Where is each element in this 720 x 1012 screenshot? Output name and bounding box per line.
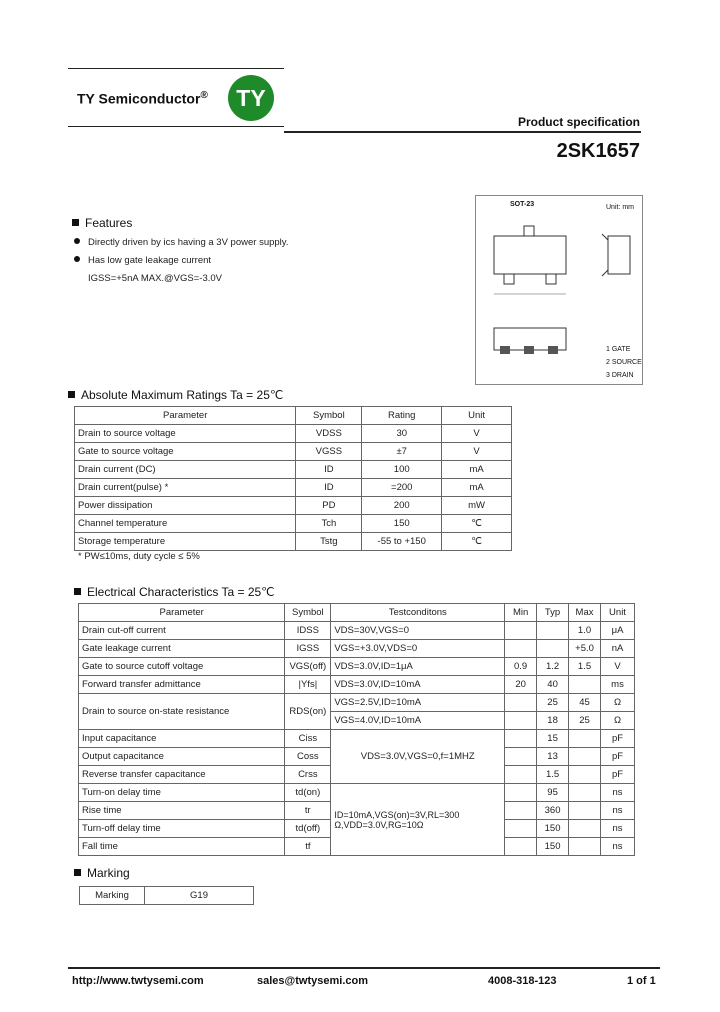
elec-cell	[537, 640, 569, 658]
elec-cell: Fall time	[79, 838, 285, 856]
pin-3-label: 3 DRAIN	[606, 372, 634, 379]
abs-max-cell: ±7	[362, 443, 442, 461]
elec-cell: Ω	[601, 694, 635, 712]
elec-cell: 13	[537, 748, 569, 766]
elec-cell	[505, 766, 537, 784]
abs-max-cell: ℃	[442, 533, 512, 551]
table-row	[79, 730, 635, 748]
header-thick-rule	[284, 131, 641, 133]
elec-cell	[505, 730, 537, 748]
elec-cell: pF	[601, 766, 635, 784]
abs-max-cell: Channel temperature	[75, 515, 296, 533]
elec-cell: VGS=+3.0V,VDS=0	[331, 640, 505, 658]
elec-cell: 18	[537, 712, 569, 730]
table-row	[79, 784, 635, 802]
elec-cell: VDS=30V,VGS=0	[331, 622, 505, 640]
abs-max-cell: ID	[296, 461, 362, 479]
elec-cell: td(on)	[285, 784, 331, 802]
abs-max-cell: Drain to source voltage	[75, 425, 296, 443]
elec-cell	[505, 784, 537, 802]
elec-cell: ns	[601, 838, 635, 856]
dot-bullet-icon	[74, 238, 80, 244]
abs-max-table	[74, 406, 512, 551]
company-logo: TY	[228, 75, 274, 121]
elec-cell: 150	[537, 838, 569, 856]
elec-header-cell: Max	[569, 604, 601, 622]
elec-cell: 45	[569, 694, 601, 712]
elec-cell: ns	[601, 784, 635, 802]
product-spec-label: Product specification	[517, 115, 640, 129]
abs-max-cell: VGSS	[296, 443, 362, 461]
elec-cell: Drain cut-off current	[79, 622, 285, 640]
elec-cell: 25	[569, 712, 601, 730]
elec-title: Electrical Characteristics Ta = 25℃	[74, 585, 275, 599]
abs-max-cell: Drain current (DC)	[75, 461, 296, 479]
elec-cell: pF	[601, 748, 635, 766]
elec-cell: 95	[537, 784, 569, 802]
elec-cell: Ciss	[285, 730, 331, 748]
elec-cell: Turn-off delay time	[79, 820, 285, 838]
elec-cell: Output capacitance	[79, 748, 285, 766]
elec-cell: ms	[601, 676, 635, 694]
elec-header-cell: Testconditons	[331, 604, 505, 622]
header-top-rule	[68, 68, 284, 69]
square-bullet-icon	[74, 588, 81, 595]
elec-header-cell: Min	[505, 604, 537, 622]
elec-cell: μA	[601, 622, 635, 640]
footer-rule	[68, 967, 660, 969]
square-bullet-icon	[68, 391, 75, 398]
company-name: TY Semiconductor®	[77, 90, 208, 107]
abs-max-header-cell: Symbol	[296, 407, 362, 425]
elec-cell: V	[601, 658, 635, 676]
elec-cell	[569, 784, 601, 802]
elec-cell	[569, 730, 601, 748]
elec-cell: Gate to source cutoff voltage	[79, 658, 285, 676]
elec-cell: Coss	[285, 748, 331, 766]
table-row	[75, 461, 512, 479]
abs-max-cell: Power dissipation	[75, 497, 296, 515]
abs-max-cell: ID	[296, 479, 362, 497]
elec-cell: ns	[601, 802, 635, 820]
abs-max-cell: PD	[296, 497, 362, 515]
abs-max-cell: 100	[362, 461, 442, 479]
abs-max-cell: Tstg	[296, 533, 362, 551]
elec-cell	[569, 676, 601, 694]
elec-cell: 150	[537, 820, 569, 838]
feature-item: Directly driven by ics having a 3V power supply.	[74, 237, 288, 248]
elec-cell: Gate leakage current	[79, 640, 285, 658]
elec-cell	[505, 622, 537, 640]
cond-line: ID=10mA,VGS(on)=3V,RL=300	[334, 809, 460, 820]
sot23-outline	[476, 196, 642, 384]
elec-cell	[569, 748, 601, 766]
elec-cell: Rise time	[79, 802, 285, 820]
footer-email[interactable]: sales@twtysemi.com	[257, 975, 368, 987]
square-bullet-icon	[72, 219, 79, 226]
elec-cell: VDS=3.0V,VGS=0,f=1MHZ	[331, 730, 505, 784]
table-row	[79, 658, 635, 676]
marking-title: Marking	[74, 866, 130, 880]
abs-max-cell: =200	[362, 479, 442, 497]
elec-cell: tf	[285, 838, 331, 856]
abs-max-note: * PW≤10ms, duty cycle ≤ 5%	[78, 551, 200, 562]
abs-max-cell: mA	[442, 461, 512, 479]
elec-cell	[569, 820, 601, 838]
abs-max-cell: V	[442, 425, 512, 443]
elec-cell: 360	[537, 802, 569, 820]
elec-cell: Ω	[601, 712, 635, 730]
elec-cell: 15	[537, 730, 569, 748]
abs-max-header-cell: Rating	[362, 407, 442, 425]
elec-cell: ns	[601, 820, 635, 838]
header-bottom-rule	[68, 126, 284, 127]
elec-table	[78, 603, 635, 856]
elec-cell: 25	[537, 694, 569, 712]
marking-value: G19	[145, 887, 254, 905]
table-row	[75, 479, 512, 497]
elec-cell: td(off)	[285, 820, 331, 838]
elec-cell: 20	[505, 676, 537, 694]
elec-cell: nA	[601, 640, 635, 658]
elec-header-cell: Unit	[601, 604, 635, 622]
elec-cell	[505, 838, 537, 856]
elec-cell	[569, 766, 601, 784]
elec-cell: 1.2	[537, 658, 569, 676]
elec-header-cell: Typ	[537, 604, 569, 622]
package-drawing	[475, 195, 643, 385]
elec-cell: IGSS	[285, 640, 331, 658]
elec-cell: Reverse transfer capacitance	[79, 766, 285, 784]
elec-cell: 1.5	[569, 658, 601, 676]
abs-max-header-cell: Parameter	[75, 407, 296, 425]
abs-max-cell: mW	[442, 497, 512, 515]
abs-max-cell: 30	[362, 425, 442, 443]
abs-max-cell: mA	[442, 479, 512, 497]
footer-page: 1 of 1	[627, 975, 656, 987]
elec-cell	[505, 694, 537, 712]
package-unit: Unit: mm	[606, 204, 634, 211]
pin-1-label: 1 GATE	[606, 346, 631, 353]
feature-item: Has low gate leakage current	[74, 255, 211, 266]
abs-max-cell: Drain current(pulse) *	[75, 479, 296, 497]
abs-max-cell: ℃	[442, 515, 512, 533]
elec-cell: +5.0	[569, 640, 601, 658]
elec-cell: pF	[601, 730, 635, 748]
abs-max-cell: 200	[362, 497, 442, 515]
elec-cell	[331, 784, 505, 856]
elec-header-cell: Parameter	[79, 604, 285, 622]
square-bullet-icon	[74, 869, 81, 876]
abs-max-cell: 150	[362, 515, 442, 533]
elec-cell: VGS=4.0V,ID=10mA	[331, 712, 505, 730]
footer-website[interactable]: http://www.twtysemi.com	[72, 975, 204, 987]
dot-bullet-icon	[74, 256, 80, 262]
table-row	[79, 622, 635, 640]
elec-cell: Input capacitance	[79, 730, 285, 748]
abs-max-cell: VDSS	[296, 425, 362, 443]
elec-cell	[537, 622, 569, 640]
elec-cell	[569, 802, 601, 820]
table-row	[79, 640, 635, 658]
elec-cell: VGS(off)	[285, 658, 331, 676]
elec-cell: RDS(on)	[285, 694, 331, 730]
marking-table	[79, 886, 254, 905]
elec-cell	[505, 802, 537, 820]
elec-cell: Drain to source on-state resistance	[79, 694, 285, 730]
elec-cell: IDSS	[285, 622, 331, 640]
abs-max-title: Absolute Maximum Ratings Ta = 25℃	[68, 388, 283, 402]
abs-max-cell: V	[442, 443, 512, 461]
table-row	[75, 425, 512, 443]
abs-max-cell: Storage temperature	[75, 533, 296, 551]
abs-max-cell: Gate to source voltage	[75, 443, 296, 461]
table-row	[79, 694, 635, 712]
table-row	[75, 533, 512, 551]
elec-cell: 40	[537, 676, 569, 694]
elec-cell	[505, 640, 537, 658]
elec-cell	[505, 712, 537, 730]
table-row	[75, 497, 512, 515]
table-row	[75, 515, 512, 533]
cond-line: Ω,VDD=3.0V,RG=10Ω	[334, 819, 424, 830]
abs-max-cell: Tch	[296, 515, 362, 533]
package-title: SOT-23	[510, 201, 535, 208]
footer-phone: 4008-318-123	[488, 975, 557, 987]
table-row	[75, 443, 512, 461]
elec-cell: |Yfs|	[285, 676, 331, 694]
elec-cell	[569, 838, 601, 856]
elec-cell: Crss	[285, 766, 331, 784]
feature-sub-line: IGSS=+5nA MAX.@VGS=-3.0V	[88, 273, 223, 284]
table-row	[79, 676, 635, 694]
abs-max-header-cell: Unit	[442, 407, 512, 425]
elec-cell: Turn-on delay time	[79, 784, 285, 802]
elec-cell: 0.9	[505, 658, 537, 676]
pin-2-label: 2 SOURCE	[606, 359, 642, 366]
elec-cell: VDS=3.0V,ID=1μA	[331, 658, 505, 676]
part-number: 2SK1657	[556, 140, 640, 162]
elec-cell: 1.0	[569, 622, 601, 640]
elec-cell: VGS=2.5V,ID=10mA	[331, 694, 505, 712]
elec-cell	[505, 748, 537, 766]
elec-cell: VDS=3.0V,ID=10mA	[331, 676, 505, 694]
elec-cell: 1.5	[537, 766, 569, 784]
elec-cell: tr	[285, 802, 331, 820]
elec-header-cell: Symbol	[285, 604, 331, 622]
marking-label: Marking	[80, 887, 145, 905]
elec-cell: Forward transfer admittance	[79, 676, 285, 694]
features-title: Features	[72, 216, 132, 230]
abs-max-cell: -55 to +150	[362, 533, 442, 551]
elec-cell	[505, 820, 537, 838]
